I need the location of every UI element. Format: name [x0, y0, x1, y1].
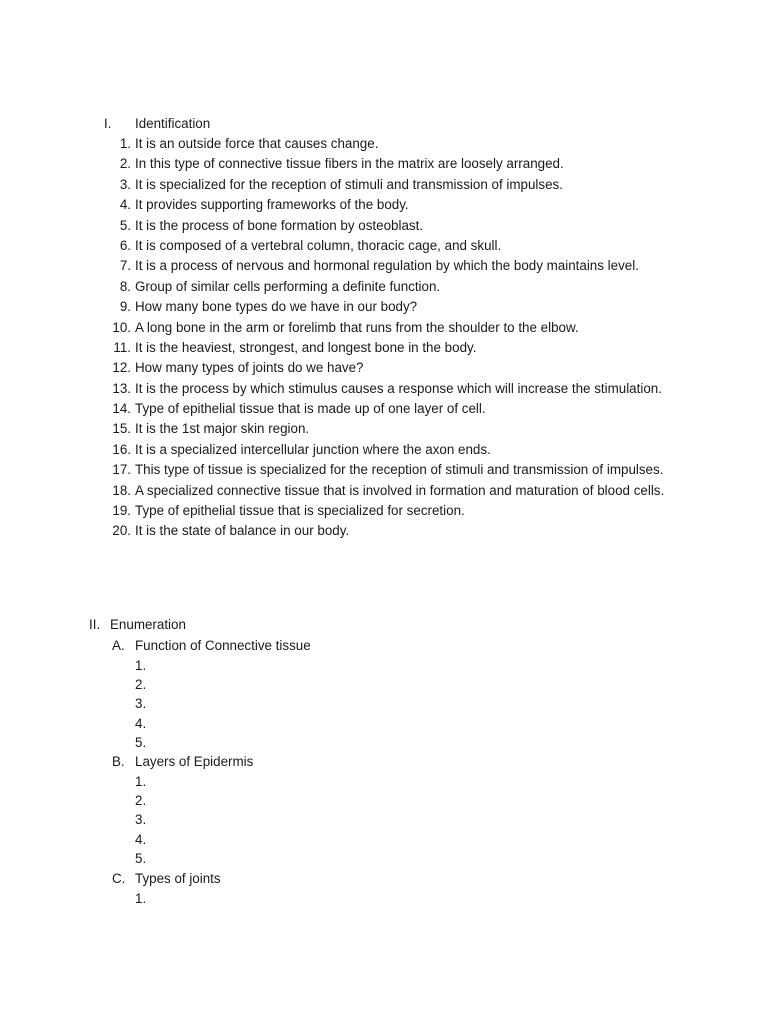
question-item: [104, 237, 704, 256]
question-text: Type of epithelial tissue that is made up of one layer of cell.: [135, 401, 486, 417]
answer-blank-number: 5.: [135, 850, 147, 866]
answer-blank-number: 3.: [135, 696, 147, 712]
question-number: 13.: [112, 380, 131, 396]
subsection-title: Types of joints: [135, 871, 221, 886]
question-item: [104, 380, 704, 399]
answer-blank-number: 4.: [135, 831, 147, 847]
subsection-a-heading: [112, 637, 311, 655]
question-item: [104, 461, 704, 480]
question-item: [104, 400, 704, 419]
question-item: [104, 420, 704, 439]
question-number: 12.: [112, 360, 131, 376]
question-text: It is composed of a vertebral column, thoracic cage, and skull.: [135, 237, 502, 253]
question-text: How many bone types do we have in our body?: [135, 299, 418, 315]
answer-blank-number: 5.: [135, 734, 147, 750]
question-number: 8.: [119, 278, 131, 294]
section-numeral: I.: [104, 116, 112, 131]
question-item: [104, 176, 704, 195]
question-text: It is the heaviest, strongest, and longest bone in the body.: [135, 339, 477, 355]
answer-blank-number: 1.: [135, 891, 147, 906]
question-text: It provides supporting frameworks of the body.: [135, 197, 409, 213]
question-number: 3.: [119, 176, 131, 192]
question-text: Type of epithelial tissue that is specialized for secretion.: [135, 503, 465, 519]
question-item: [104, 522, 704, 541]
question-number: 2.: [119, 156, 131, 172]
answer-blank-number: 3.: [135, 812, 147, 828]
question-number: 10.: [112, 319, 131, 335]
question-text: It is specialized for the reception of stimuli and transmission of impulses.: [135, 176, 563, 192]
question-text: This type of tissue is specialized for the reception of stimuli and transmission of impulses.: [135, 462, 664, 478]
answer-blank-number: 2.: [135, 793, 147, 809]
question-item: [104, 155, 704, 174]
question-text: It is a process of nervous and hormonal regulation by which the body maintains level.: [135, 258, 639, 274]
subsection-c-heading: [112, 870, 221, 888]
section-title: Identification: [135, 116, 211, 131]
question-number: 17.: [112, 462, 131, 478]
subsection-letter: B.: [112, 754, 125, 769]
question-text: Group of similar cells performing a definite function.: [135, 278, 441, 294]
subsection-b-blank-list: [135, 773, 175, 869]
question-item: [104, 359, 704, 378]
answer-blank-number: 4.: [135, 715, 147, 731]
question-text: It is the process by which stimulus causes a response which will increase the stimulation.: [135, 380, 662, 396]
question-text: It is a specialized intercellular junction where the axon ends.: [135, 441, 491, 457]
question-number: 4.: [119, 197, 131, 213]
subsection-a-blank-list: [135, 657, 175, 753]
answer-blank-number: 1.: [135, 774, 147, 789]
question-text: It is the 1st major skin region.: [135, 421, 310, 437]
question-number: 15.: [112, 421, 131, 437]
section-title: Enumeration: [110, 617, 186, 632]
subsection-letter: C.: [112, 871, 126, 886]
subsection-title: Function of Connective tissue: [135, 638, 311, 653]
question-item: [104, 339, 704, 358]
question-number: 7.: [119, 258, 131, 274]
answer-blank-number: 2.: [135, 677, 147, 693]
question-item: [104, 217, 704, 236]
question-text: How many types of joints do we have?: [135, 360, 364, 376]
question-text: It is the state of balance in our body.: [135, 523, 350, 539]
identification-question-list: [104, 135, 704, 543]
answer-blank-number: 1.: [135, 658, 147, 673]
question-item: [104, 441, 704, 460]
question-item: [104, 135, 704, 154]
question-item: [104, 298, 704, 317]
question-number: 20.: [112, 523, 131, 539]
question-text: It is an outside force that causes change.: [135, 136, 379, 151]
subsection-letter: A.: [112, 638, 125, 653]
section-identification-heading: [104, 115, 210, 133]
question-item: [104, 196, 704, 215]
subsection-title: Layers of Epidermis: [135, 754, 254, 769]
question-number: 5.: [119, 217, 131, 233]
question-item: [104, 502, 704, 521]
question-text: A long bone in the arm or forelimb that runs from the shoulder to the elbow.: [135, 319, 579, 335]
question-number: 18.: [112, 482, 131, 498]
question-number: 11.: [113, 339, 131, 355]
question-item: [104, 319, 704, 338]
question-text: It is the process of bone formation by osteoblast.: [135, 217, 424, 233]
question-text: In this type of connective tissue fibers in the matrix are loosely arranged.: [135, 156, 564, 172]
subsection-b-heading: [112, 753, 253, 771]
question-item: [104, 257, 704, 276]
question-number: 1.: [119, 136, 131, 151]
question-number: 6.: [119, 237, 131, 253]
question-text: A specialized connective tissue that is involved in formation and maturation of blood cells.: [135, 482, 665, 498]
question-number: 16.: [112, 441, 131, 457]
question-number: 19.: [112, 503, 131, 519]
question-item: [104, 482, 704, 501]
subsection-c-blank-list: [135, 890, 175, 909]
section-numeral: II.: [89, 617, 101, 632]
section-enumeration-heading: [89, 616, 186, 634]
question-item: [104, 278, 704, 297]
question-number: 14.: [112, 401, 131, 417]
question-number: 9.: [119, 299, 131, 315]
